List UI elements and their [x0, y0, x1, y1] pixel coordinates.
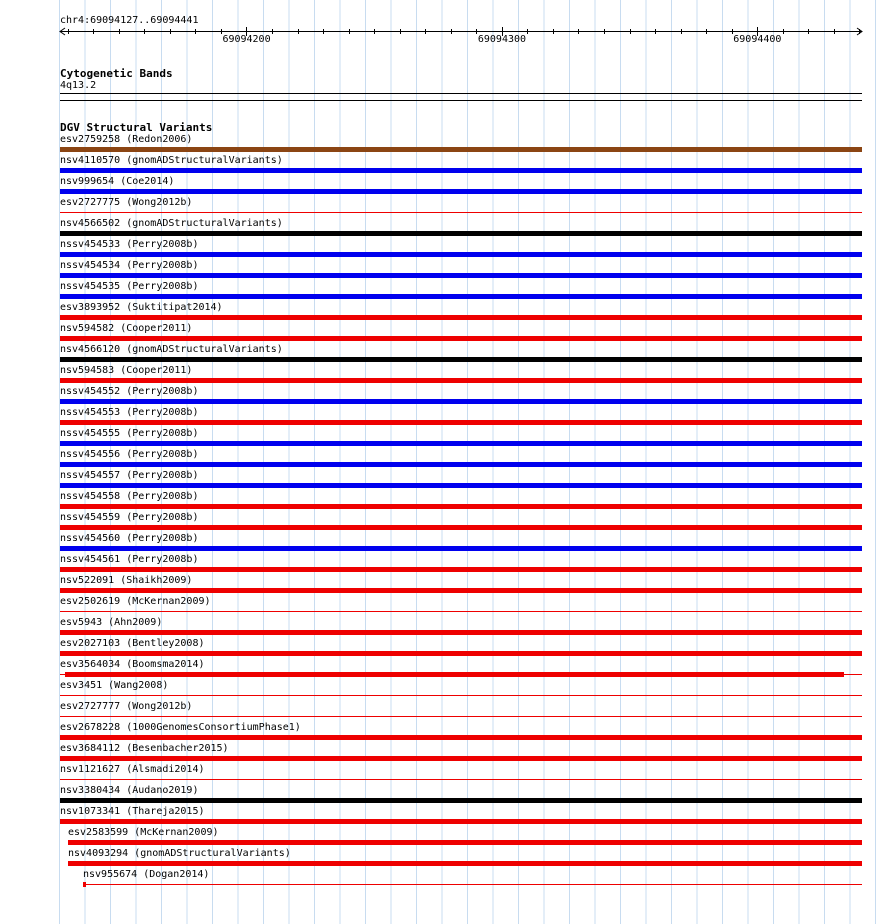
dgv-feature[interactable] [0, 575, 890, 596]
dgv-feature-bar[interactable] [60, 378, 862, 383]
dgv-feature-label[interactable]: esv2678228 (1000GenomesConsortiumPhase1) [60, 722, 301, 733]
dgv-feature[interactable] [0, 827, 890, 848]
dgv-feature-bar[interactable] [60, 716, 862, 717]
dgv-feature[interactable] [0, 533, 890, 554]
dgv-feature[interactable] [0, 176, 890, 197]
dgv-feature[interactable] [0, 638, 890, 659]
ruler-tick-label: 69094300 [477, 34, 527, 45]
dgv-feature-bar[interactable] [60, 567, 862, 572]
dgv-feature[interactable] [0, 281, 890, 302]
dgv-feature-bar[interactable] [60, 273, 862, 278]
dgv-feature-label[interactable]: esv3893952 (Suktitipat2014) [60, 302, 223, 313]
dgv-feature-bar[interactable] [60, 504, 862, 509]
dgv-feature-label[interactable]: esv2727777 (Wong2012b) [60, 701, 193, 712]
dgv-feature-bar[interactable] [60, 798, 862, 803]
dgv-feature-bar[interactable] [60, 525, 862, 530]
dgv-feature-label[interactable]: nsv955674 (Dogan2014) [83, 869, 210, 880]
dgv-feature-bar[interactable] [60, 212, 862, 213]
dgv-feature-label[interactable]: esv2727775 (Wong2012b) [60, 197, 193, 208]
dgv-feature[interactable] [0, 806, 890, 827]
dgv-feature-bar[interactable] [60, 294, 862, 299]
dgv-feature-inner-bar[interactable] [65, 672, 844, 677]
dgv-feature-label[interactable]: esv5943 (Ahn2009) [60, 617, 163, 628]
location-label: chr4:69094127..69094441 [60, 15, 199, 26]
dgv-feature[interactable] [0, 722, 890, 743]
dgv-feature[interactable] [0, 743, 890, 764]
dgv-feature-label[interactable]: nssv454561 (Perry2008b) [60, 554, 199, 565]
dgv-feature-label[interactable]: nsv4093294 (gnomADStructuralVariants) [68, 848, 291, 859]
dgv-feature-label[interactable]: nssv454533 (Perry2008b) [60, 239, 199, 250]
dgv-feature-label[interactable]: nsv3380434 (Audano2019) [60, 785, 199, 796]
dgv-feature[interactable] [0, 302, 890, 323]
dgv-feature-label[interactable]: nsv4566120 (gnomADStructuralVariants) [60, 344, 283, 355]
dgv-feature-bar[interactable] [60, 756, 862, 761]
dgv-feature-label[interactable]: nssv454557 (Perry2008b) [60, 470, 199, 481]
dgv-feature-bar[interactable] [60, 399, 862, 404]
dgv-feature[interactable] [0, 134, 890, 155]
dgv-feature-label[interactable]: nsv522091 (Shaikh2009) [60, 575, 193, 586]
dgv-feature[interactable] [0, 407, 890, 428]
dgv-feature-label[interactable]: nsv1073341 (Thareja2015) [60, 806, 205, 817]
dgv-feature-bar[interactable] [60, 420, 862, 425]
dgv-feature-label[interactable]: nssv454556 (Perry2008b) [60, 449, 199, 460]
dgv-feature-bar[interactable] [60, 630, 862, 635]
dgv-feature-bar[interactable] [60, 147, 862, 152]
dgv-feature[interactable] [0, 491, 890, 512]
dgv-feature-label[interactable]: esv2759258 (Redon2006) [60, 134, 193, 145]
dgv-feature[interactable] [0, 365, 890, 386]
dgv-feature-label[interactable]: esv3684112 (Besenbacher2015) [60, 743, 229, 754]
dgv-feature[interactable] [0, 428, 890, 449]
dgv-feature[interactable] [0, 155, 890, 176]
dgv-feature-bar[interactable] [68, 840, 862, 845]
dgv-feature-bar[interactable] [60, 819, 862, 824]
dgv-feature-label[interactable]: nssv454535 (Perry2008b) [60, 281, 199, 292]
dgv-feature-start-mark[interactable] [83, 882, 86, 887]
dgv-feature-bar[interactable] [60, 651, 862, 656]
dgv-feature-bar[interactable] [60, 779, 862, 780]
dgv-feature-bar[interactable] [60, 735, 862, 740]
dgv-feature-bar[interactable] [83, 884, 862, 885]
dgv-feature[interactable] [0, 701, 890, 722]
dgv-feature-bar[interactable] [60, 315, 862, 320]
dgv-track-title: DGV Structural Variants [60, 121, 213, 134]
dgv-feature[interactable] [0, 554, 890, 575]
dgv-feature[interactable] [0, 596, 890, 617]
dgv-feature-bar[interactable] [60, 168, 862, 173]
dgv-feature-bar[interactable] [60, 252, 862, 257]
dgv-feature-label[interactable]: esv2502619 (McKernan2009) [60, 596, 211, 607]
cytoband-bar[interactable] [60, 93, 862, 94]
dgv-feature-label[interactable]: nsv999654 (Coe2014) [60, 176, 175, 187]
dgv-feature-bar[interactable] [60, 695, 862, 696]
dgv-feature-bar[interactable] [60, 189, 862, 194]
dgv-feature-label[interactable]: nssv454560 (Perry2008b) [60, 533, 199, 544]
dgv-feature-label[interactable]: nssv454559 (Perry2008b) [60, 512, 199, 523]
dgv-feature[interactable] [0, 680, 890, 701]
dgv-feature[interactable] [0, 239, 890, 260]
dgv-feature[interactable] [0, 764, 890, 785]
dgv-feature[interactable] [0, 512, 890, 533]
dgv-feature-bar[interactable] [60, 336, 862, 341]
dgv-feature-label[interactable]: nssv454558 (Perry2008b) [60, 491, 199, 502]
dgv-feature-label[interactable]: nsv1121627 (Alsmadi2014) [60, 764, 205, 775]
dgv-feature-bar[interactable] [60, 546, 862, 551]
ruler-tick-label: 69094200 [222, 34, 271, 45]
dgv-feature[interactable] [0, 848, 890, 869]
ruler-tick-label: 69094400 [733, 34, 782, 45]
dgv-feature-label[interactable]: nssv454552 (Perry2008b) [60, 386, 199, 397]
dgv-feature-label[interactable]: esv3564034 (Boomsma2014) [60, 659, 205, 670]
dgv-feature[interactable] [0, 218, 890, 239]
dgv-feature[interactable] [0, 323, 890, 344]
dgv-feature[interactable] [0, 470, 890, 491]
dgv-feature[interactable] [0, 659, 890, 680]
dgv-feature-label[interactable]: esv3451 (Wang2008) [60, 680, 169, 691]
dgv-feature[interactable] [0, 386, 890, 407]
dgv-feature[interactable] [0, 260, 890, 281]
dgv-feature-label[interactable]: nsv594583 (Cooper2011) [60, 365, 193, 376]
dgv-feature[interactable] [0, 344, 890, 365]
dgv-feature-bar[interactable] [60, 357, 862, 362]
dgv-feature-bar[interactable] [60, 588, 862, 593]
dgv-feature[interactable] [0, 197, 890, 218]
track-separator [60, 100, 862, 101]
dgv-feature-label[interactable]: nsv4110570 (gnomADStructuralVariants) [60, 155, 283, 166]
cytoband-track-title: Cytogenetic Bands [60, 67, 173, 80]
dgv-feature-label[interactable]: esv2583599 (McKernan2009) [68, 827, 219, 838]
dgv-feature[interactable] [0, 785, 890, 806]
dgv-feature-label[interactable]: esv2027103 (Bentley2008) [60, 638, 205, 649]
dgv-feature-label[interactable]: nssv454555 (Perry2008b) [60, 428, 199, 439]
dgv-feature-label[interactable]: nsv4566502 (gnomADStructuralVariants) [60, 218, 283, 229]
dgv-feature-label[interactable]: nssv454534 (Perry2008b) [60, 260, 199, 271]
dgv-feature[interactable] [0, 869, 890, 890]
dgv-feature-bar[interactable] [60, 231, 862, 236]
dgv-feature-bar[interactable] [60, 441, 862, 446]
dgv-feature-label[interactable]: nssv454553 (Perry2008b) [60, 407, 199, 418]
dgv-feature-bar[interactable] [60, 462, 862, 467]
dgv-feature-bar[interactable] [68, 861, 862, 866]
dgv-feature[interactable] [0, 617, 890, 638]
dgv-feature[interactable] [0, 449, 890, 470]
dgv-feature-bar[interactable] [60, 611, 862, 612]
cytoband-label[interactable]: 4q13.2 [60, 80, 97, 91]
dgv-feature-bar[interactable] [60, 483, 862, 488]
dgv-feature-label[interactable]: nsv594582 (Cooper2011) [60, 323, 193, 334]
